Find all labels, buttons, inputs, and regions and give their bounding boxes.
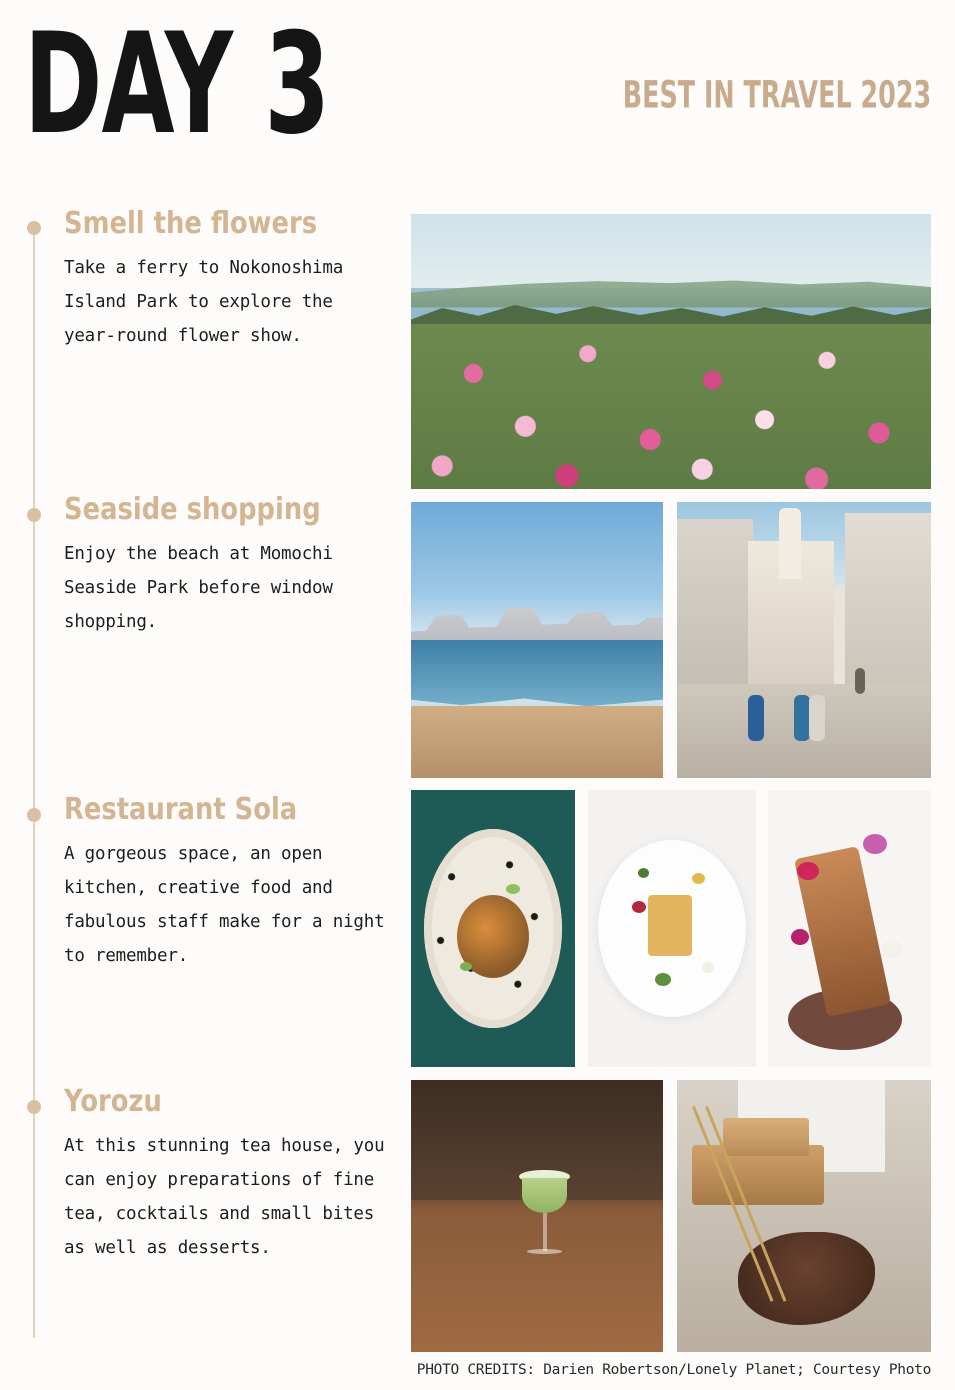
section-title-2: Seaside shopping: [64, 492, 321, 527]
timeline-dot-3: [27, 808, 41, 822]
photo-momochi-seaside-beach: [411, 502, 663, 778]
photo-shopping-street: [677, 502, 931, 778]
section-yorozu: [64, 1084, 394, 1266]
page-title: DAY 3: [24, 2, 330, 166]
section-title-3: Restaurant Sola: [64, 792, 298, 827]
section-smell-the-flowers: [64, 206, 394, 353]
photo-speckled-plate-dish: [411, 790, 575, 1067]
timeline-dot-4: [27, 1100, 41, 1114]
page-header: [0, 0, 955, 190]
section-title-4: Yorozu: [64, 1084, 162, 1119]
section-body-1: Take a ferry to Nokonoshima Island Park to explore the year-round flower show.: [64, 258, 344, 347]
section-restaurant-sola: [64, 792, 394, 974]
photo-cosmos-flower-field-nokonoshima: [411, 214, 931, 489]
section-body-2: Enjoy the beach at Momochi Seaside Park before window shopping.: [64, 544, 333, 633]
section-seaside-shopping: [64, 492, 394, 639]
timeline-dot-1: [27, 221, 41, 235]
photo-tea-house-preparation: [677, 1080, 931, 1352]
section-body-4: At this stunning tea house, you can enjoy preparations of fine tea, cocktails and small bites as well as desserts.: [64, 1136, 385, 1259]
section-body-3: A gorgeous space, an open kitchen, creative food and fabulous staff make for a night to remember.: [64, 844, 385, 967]
photo-matcha-cocktail: [411, 1080, 663, 1352]
timeline-dot-2: [27, 508, 41, 522]
photo-credits: PHOTO CREDITS: Darien Robertson/Lonely Planet; Courtesy Photo: [416, 1362, 931, 1378]
brand-label: BEST IN TRAVEL 2023: [622, 74, 931, 118]
timeline-rail: [33, 228, 35, 1338]
section-title-1: Smell the flowers: [64, 206, 318, 241]
photo-dessert-plate-dish: [768, 790, 931, 1067]
photo-white-plate-dish: [588, 790, 756, 1067]
